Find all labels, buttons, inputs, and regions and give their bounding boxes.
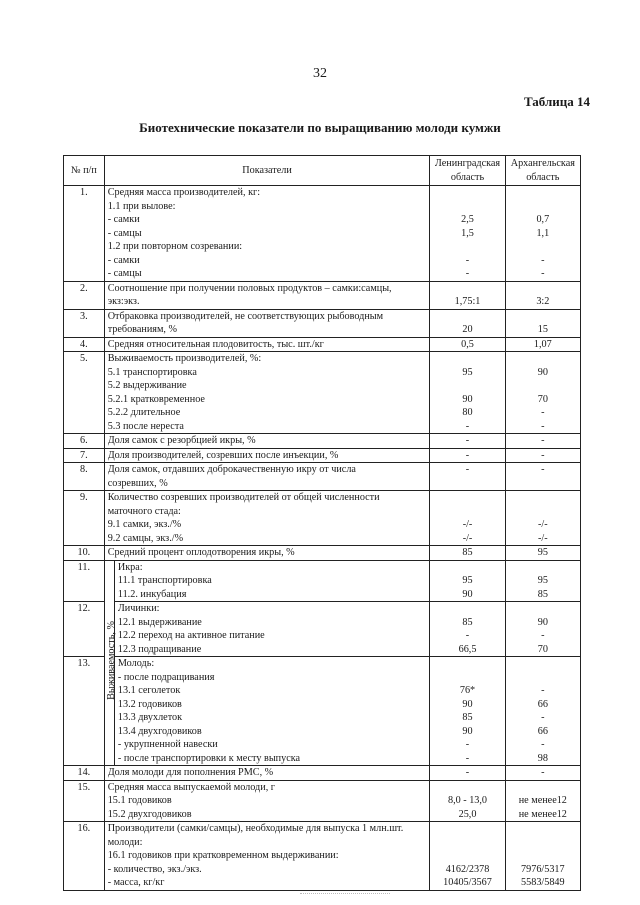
arkhangelsk-value: - — [541, 464, 545, 475]
leningrad-value-cell — [430, 491, 505, 546]
leningrad-value: 90 — [462, 725, 473, 737]
table-row — [64, 448, 581, 463]
indicator-cell — [104, 186, 430, 282]
arkhangelsk-value: не менее12 — [518, 795, 567, 806]
arkhangelsk-value: -/- — [538, 519, 548, 530]
indicator-line: молоди: — [107, 836, 143, 848]
leningrad-value: 25,0 — [458, 808, 477, 820]
arkhangelsk-value — [509, 505, 577, 519]
leningrad-value-cell — [430, 766, 505, 781]
indicator-line: 1.2 при повторном созревании: — [107, 241, 243, 252]
arkhangelsk-value: 66 — [537, 725, 548, 737]
leningrad-value: 8,0 - 13,0 — [447, 795, 488, 806]
row-number: 15. — [64, 780, 105, 822]
leningrad-value — [433, 505, 501, 519]
indicator-line: 12.3 подращивание — [117, 643, 202, 655]
arkhangelsk-value: - — [541, 254, 545, 266]
leningrad-value: 4162/2378 — [445, 863, 490, 875]
arkhangelsk-value-cell — [505, 822, 580, 891]
table-row — [64, 546, 581, 561]
leningrad-value: 85 — [462, 616, 473, 628]
arkhangelsk-value: - — [541, 435, 545, 446]
arkhangelsk-value — [509, 240, 577, 254]
indicator-cell — [104, 337, 430, 352]
arkhangelsk-value — [509, 671, 577, 685]
arkhangelsk-value-cell — [505, 309, 580, 337]
indicator-cell — [104, 434, 430, 449]
leningrad-value: - — [465, 767, 470, 778]
row-number: 2. — [64, 281, 105, 309]
leningrad-value — [433, 822, 501, 836]
indicator-line: - после подращивания — [117, 671, 215, 683]
row-number: 11. — [64, 560, 105, 602]
indicator-line: Доля самок, отдавших доброкачественную икру от числа — [107, 464, 356, 475]
row-number: 4. — [64, 337, 105, 352]
leningrad-value — [433, 836, 501, 850]
survival-vertical-label: Выживаемость, % — [105, 621, 117, 700]
leningrad-value: 1,75:1 — [454, 296, 481, 307]
indicator-line: Средняя масса производителей, кг: — [107, 187, 261, 198]
arkhangelsk-value: 95 — [537, 575, 548, 586]
arkhangelsk-value-cell — [505, 657, 580, 766]
indicator-line: 11.2. инкубация — [117, 588, 187, 600]
row-number: 12. — [64, 602, 105, 657]
arkhangelsk-value-cell — [505, 546, 580, 561]
indicator-line: Молодь: — [117, 658, 155, 669]
header-leningrad-line: Ленинградская — [434, 158, 501, 169]
arkhangelsk-value — [509, 477, 577, 491]
leningrad-value: 20 — [462, 324, 473, 335]
arkhangelsk-value — [509, 836, 577, 850]
survival-vertical-cell — [104, 560, 117, 766]
indicator-cell — [114, 602, 429, 657]
indicator-cell — [104, 352, 430, 434]
leningrad-value: 76* — [459, 685, 476, 696]
header-indicator: Показатели — [104, 156, 430, 186]
indicator-cell — [104, 822, 430, 891]
arkhangelsk-value-cell — [505, 186, 580, 282]
indicator-line: Средний процент оплодотворения икры, % — [107, 547, 295, 558]
table-row — [64, 186, 581, 282]
leningrad-value: 66,5 — [458, 643, 477, 655]
row-number: 7. — [64, 448, 105, 463]
indicator-line: маточного стада: — [107, 505, 181, 517]
arkhangelsk-value — [509, 657, 577, 671]
leningrad-value: - — [465, 268, 470, 279]
indicator-line: 9.2 самцы, экз./% — [107, 532, 184, 544]
leningrad-value — [433, 602, 501, 616]
indicator-cell — [104, 281, 430, 309]
arkhangelsk-value: 5583/5849 — [521, 877, 565, 888]
arkhangelsk-value — [509, 310, 577, 324]
leningrad-value-cell — [430, 822, 505, 891]
table-caption: Таблица 14 — [523, 94, 590, 109]
row-number: 8. — [64, 463, 105, 491]
header-num: № п/п — [64, 156, 105, 186]
indicator-line: 13.1 сеголеток — [117, 685, 181, 696]
indicator-line: требованиям, % — [107, 324, 177, 335]
leningrad-value: 80 — [462, 407, 473, 418]
indicator-line: 15.2 двухгодовиков — [107, 808, 192, 820]
indicator-line: - после транспортировки к месту выпуска — [117, 752, 301, 764]
leningrad-value: 85 — [462, 712, 473, 723]
table-header-row — [64, 156, 581, 186]
leningrad-value-cell — [430, 337, 505, 352]
indicator-line: 5.3 после нереста — [107, 420, 184, 432]
arkhangelsk-value-cell — [505, 602, 580, 657]
arkhangelsk-value — [509, 186, 577, 200]
arkhangelsk-value — [509, 781, 577, 795]
indicator-cell — [104, 780, 430, 822]
leningrad-value: 1,5 — [461, 227, 474, 239]
arkhangelsk-value-cell — [505, 560, 580, 602]
leningrad-value-cell — [430, 602, 505, 657]
arkhangelsk-value: 7976/5317 — [521, 863, 565, 875]
leningrad-value: 95 — [462, 366, 473, 378]
indicator-cell — [104, 309, 430, 337]
arkhangelsk-value: 15 — [537, 324, 548, 335]
leningrad-value-cell — [430, 546, 505, 561]
table-row — [64, 309, 581, 337]
indicator-line: Соотношение при получении половых продуктов – самки:самцы, — [107, 282, 392, 294]
leningrad-value: 95 — [462, 575, 473, 586]
indicator-line: 12.1 выдерживание — [117, 616, 202, 628]
arkhangelsk-value: - — [541, 268, 545, 279]
indicator-line: 15.1 годовиков — [107, 795, 172, 806]
table-row — [64, 780, 581, 822]
indicator-line: Доля самок с резорбцией икры, % — [107, 435, 256, 446]
arkhangelsk-value — [509, 352, 577, 366]
leningrad-value — [433, 282, 501, 296]
row-number: 5. — [64, 352, 105, 434]
row-number: 10. — [64, 546, 105, 561]
indicator-line: Выживаемость производителей, %: — [107, 353, 262, 364]
leningrad-value — [433, 561, 501, 575]
row-number: 9. — [64, 491, 105, 546]
arkhangelsk-value: 90 — [537, 366, 548, 378]
indicator-cell — [104, 463, 430, 491]
row-number: 16. — [64, 822, 105, 891]
indicator-line: Отбраковка производителей, не соответствующих рыбоводным — [107, 310, 384, 322]
leningrad-value-cell — [430, 448, 505, 463]
leningrad-value-cell — [430, 463, 505, 491]
table-row — [64, 337, 581, 352]
table-body — [64, 186, 581, 891]
table-row — [64, 602, 581, 657]
indicator-line: 5.2.1 кратковременное — [107, 393, 205, 405]
leningrad-value-cell — [430, 309, 505, 337]
indicator-line: 12.2 переход на активное питание — [117, 630, 265, 641]
leningrad-value: - — [465, 254, 470, 266]
indicator-line: Средняя относительная плодовитость, тыс. шт./кг — [107, 338, 324, 350]
header-leningrad-line: область — [450, 171, 485, 183]
arkhangelsk-value: - — [541, 739, 545, 750]
arkhangelsk-value: - — [541, 630, 545, 641]
leningrad-value-cell — [430, 281, 505, 309]
arkhangelsk-value: 70 — [537, 393, 548, 405]
indicator-line: - самцы — [107, 268, 142, 279]
arkhangelsk-value: 1,07 — [533, 338, 552, 350]
arkhangelsk-value: 90 — [537, 616, 548, 628]
indicator-cell — [104, 546, 430, 561]
table-row — [64, 822, 581, 891]
arkhangelsk-value: - — [541, 712, 545, 723]
arkhangelsk-value — [509, 822, 577, 836]
indicator-line: 9.1 самки, экз./% — [107, 519, 182, 530]
table-row — [64, 560, 581, 602]
table-row — [64, 352, 581, 434]
arkhangelsk-value: не менее12 — [518, 808, 567, 820]
scan-mark — [300, 893, 390, 894]
arkhangelsk-value: 70 — [537, 643, 548, 655]
indicator-line: Доля молоди для пополнения РМС, % — [107, 767, 274, 778]
indicator-line: Икра: — [117, 561, 143, 573]
indicator-line: 16.1 годовиков при кратковременном выдерживании: — [107, 850, 339, 861]
indicator-line: - количество, экз./экз. — [107, 863, 202, 875]
arkhangelsk-value-cell — [505, 434, 580, 449]
leningrad-value — [433, 310, 501, 324]
indicator-line: 1.1 при вылове: — [107, 200, 176, 212]
document-title: Биотехнические показатели по выращиванию молоди кумжи — [139, 120, 501, 135]
indicator-line: созревших, % — [107, 477, 168, 489]
leningrad-value: 90 — [462, 698, 473, 710]
arkhangelsk-value: - — [541, 407, 545, 418]
arkhangelsk-value-cell — [505, 448, 580, 463]
indicator-line: Личинки: — [117, 603, 160, 614]
leningrad-value: 2,5 — [461, 214, 474, 225]
leningrad-value: - — [465, 435, 470, 446]
arkhangelsk-value: - — [541, 685, 545, 696]
arkhangelsk-value: 0,7 — [536, 214, 550, 225]
arkhangelsk-value — [509, 602, 577, 616]
leningrad-value-cell — [430, 186, 505, 282]
indicator-cell — [104, 491, 430, 546]
leningrad-value-cell — [430, 434, 505, 449]
arkhangelsk-value: 85 — [537, 588, 548, 600]
indicator-cell — [104, 766, 430, 781]
leningrad-value: -/- — [462, 519, 473, 530]
arkhangelsk-value: 3:2 — [536, 296, 550, 307]
leningrad-value — [433, 352, 501, 366]
table-row — [64, 491, 581, 546]
leningrad-value — [433, 491, 501, 505]
row-number: 6. — [64, 434, 105, 449]
leningrad-value: - — [465, 449, 470, 461]
leningrad-value-cell — [430, 560, 505, 602]
indicator-line: экз:экз. — [107, 296, 140, 307]
biotech-indicators-table — [63, 155, 581, 891]
indicator-line: Доля производителей, созревших после инъекции, % — [107, 449, 339, 461]
indicator-line: 5.2.2 длительное — [107, 407, 181, 418]
header-arkhangelsk-line: Архангельская — [510, 158, 575, 169]
leningrad-value — [433, 657, 501, 671]
leningrad-value-cell — [430, 352, 505, 434]
arkhangelsk-value — [509, 849, 577, 863]
arkhangelsk-value: 95 — [537, 547, 548, 558]
leningrad-value-cell — [430, 780, 505, 822]
leningrad-value — [433, 200, 501, 214]
leningrad-value — [433, 379, 501, 393]
indicator-line: - масса, кг/кг — [107, 877, 165, 888]
leningrad-value-cell — [430, 657, 505, 766]
row-number: 3. — [64, 309, 105, 337]
indicator-line: 13.2 годовиков — [117, 698, 182, 710]
indicator-line: 13.3 двухлеток — [117, 712, 183, 723]
arkhangelsk-value: -/- — [538, 532, 548, 544]
leningrad-value — [433, 186, 501, 200]
arkhangelsk-value: 66 — [537, 698, 548, 710]
leningrad-value — [433, 240, 501, 254]
indicator-line: - самки — [107, 214, 140, 225]
arkhangelsk-value — [509, 379, 577, 393]
leningrad-value: 10405/3567 — [443, 877, 492, 888]
indicator-cell — [104, 448, 430, 463]
arkhangelsk-value — [509, 491, 577, 505]
table-row — [64, 657, 581, 766]
indicator-line: - самцы — [107, 227, 142, 239]
arkhangelsk-value: - — [541, 420, 545, 432]
leningrad-value — [433, 849, 501, 863]
indicator-line: Количество созревших производителей от общей численности — [107, 492, 380, 503]
leningrad-value: - — [465, 630, 470, 641]
table-row — [64, 434, 581, 449]
leningrad-value: - — [465, 464, 470, 475]
arkhangelsk-value-cell — [505, 463, 580, 491]
leningrad-value: 90 — [462, 588, 473, 600]
indicator-line: 5.2 выдерживание — [107, 380, 187, 391]
leningrad-value — [433, 781, 501, 795]
arkhangelsk-value-cell — [505, 337, 580, 352]
leningrad-value — [433, 671, 501, 685]
arkhangelsk-value-cell — [505, 780, 580, 822]
header-arkhangelsk — [505, 156, 580, 186]
indicator-line: 11.1 транспортировка — [117, 575, 212, 586]
page-number: 32 — [313, 66, 327, 81]
header-arkhangelsk-line: область — [526, 171, 560, 183]
arkhangelsk-value-cell — [505, 352, 580, 434]
arkhangelsk-value: 98 — [537, 752, 548, 764]
arkhangelsk-value — [509, 561, 577, 575]
leningrad-value: - — [465, 752, 470, 764]
table-row — [64, 766, 581, 781]
header-leningrad — [430, 156, 505, 186]
indicator-line: - самки — [107, 254, 140, 266]
arkhangelsk-value-cell — [505, 766, 580, 781]
arkhangelsk-value — [509, 282, 577, 296]
row-number: 14. — [64, 766, 105, 781]
table-row — [64, 463, 581, 491]
arkhangelsk-value: - — [541, 767, 545, 778]
leningrad-value: -/- — [462, 532, 473, 544]
leningrad-value: 0,5 — [461, 338, 474, 350]
indicator-cell — [114, 560, 429, 602]
indicator-line: 5.1 транспортировка — [107, 366, 197, 378]
leningrad-value — [433, 477, 501, 491]
indicator-line: Средняя масса выпускаемой молоди, г — [107, 781, 275, 793]
leningrad-value: 90 — [462, 393, 473, 405]
indicator-line: - укрупненной навески — [117, 739, 218, 750]
arkhangelsk-value: 1,1 — [536, 227, 550, 239]
indicator-cell — [114, 657, 429, 766]
leningrad-value: - — [465, 739, 470, 750]
indicator-line: 13.4 двухгодовиков — [117, 725, 202, 737]
arkhangelsk-value-cell — [505, 491, 580, 546]
table-row — [64, 281, 581, 309]
row-number: 1. — [64, 186, 105, 282]
arkhangelsk-value: - — [541, 449, 545, 461]
arkhangelsk-value — [509, 200, 577, 214]
leningrad-value: 85 — [462, 547, 473, 558]
arkhangelsk-value-cell — [505, 281, 580, 309]
row-number: 13. — [64, 657, 105, 766]
indicator-line: Производители (самки/самцы), необходимые для выпуска 1 млн.шт. — [107, 823, 404, 834]
leningrad-value: - — [465, 420, 470, 432]
